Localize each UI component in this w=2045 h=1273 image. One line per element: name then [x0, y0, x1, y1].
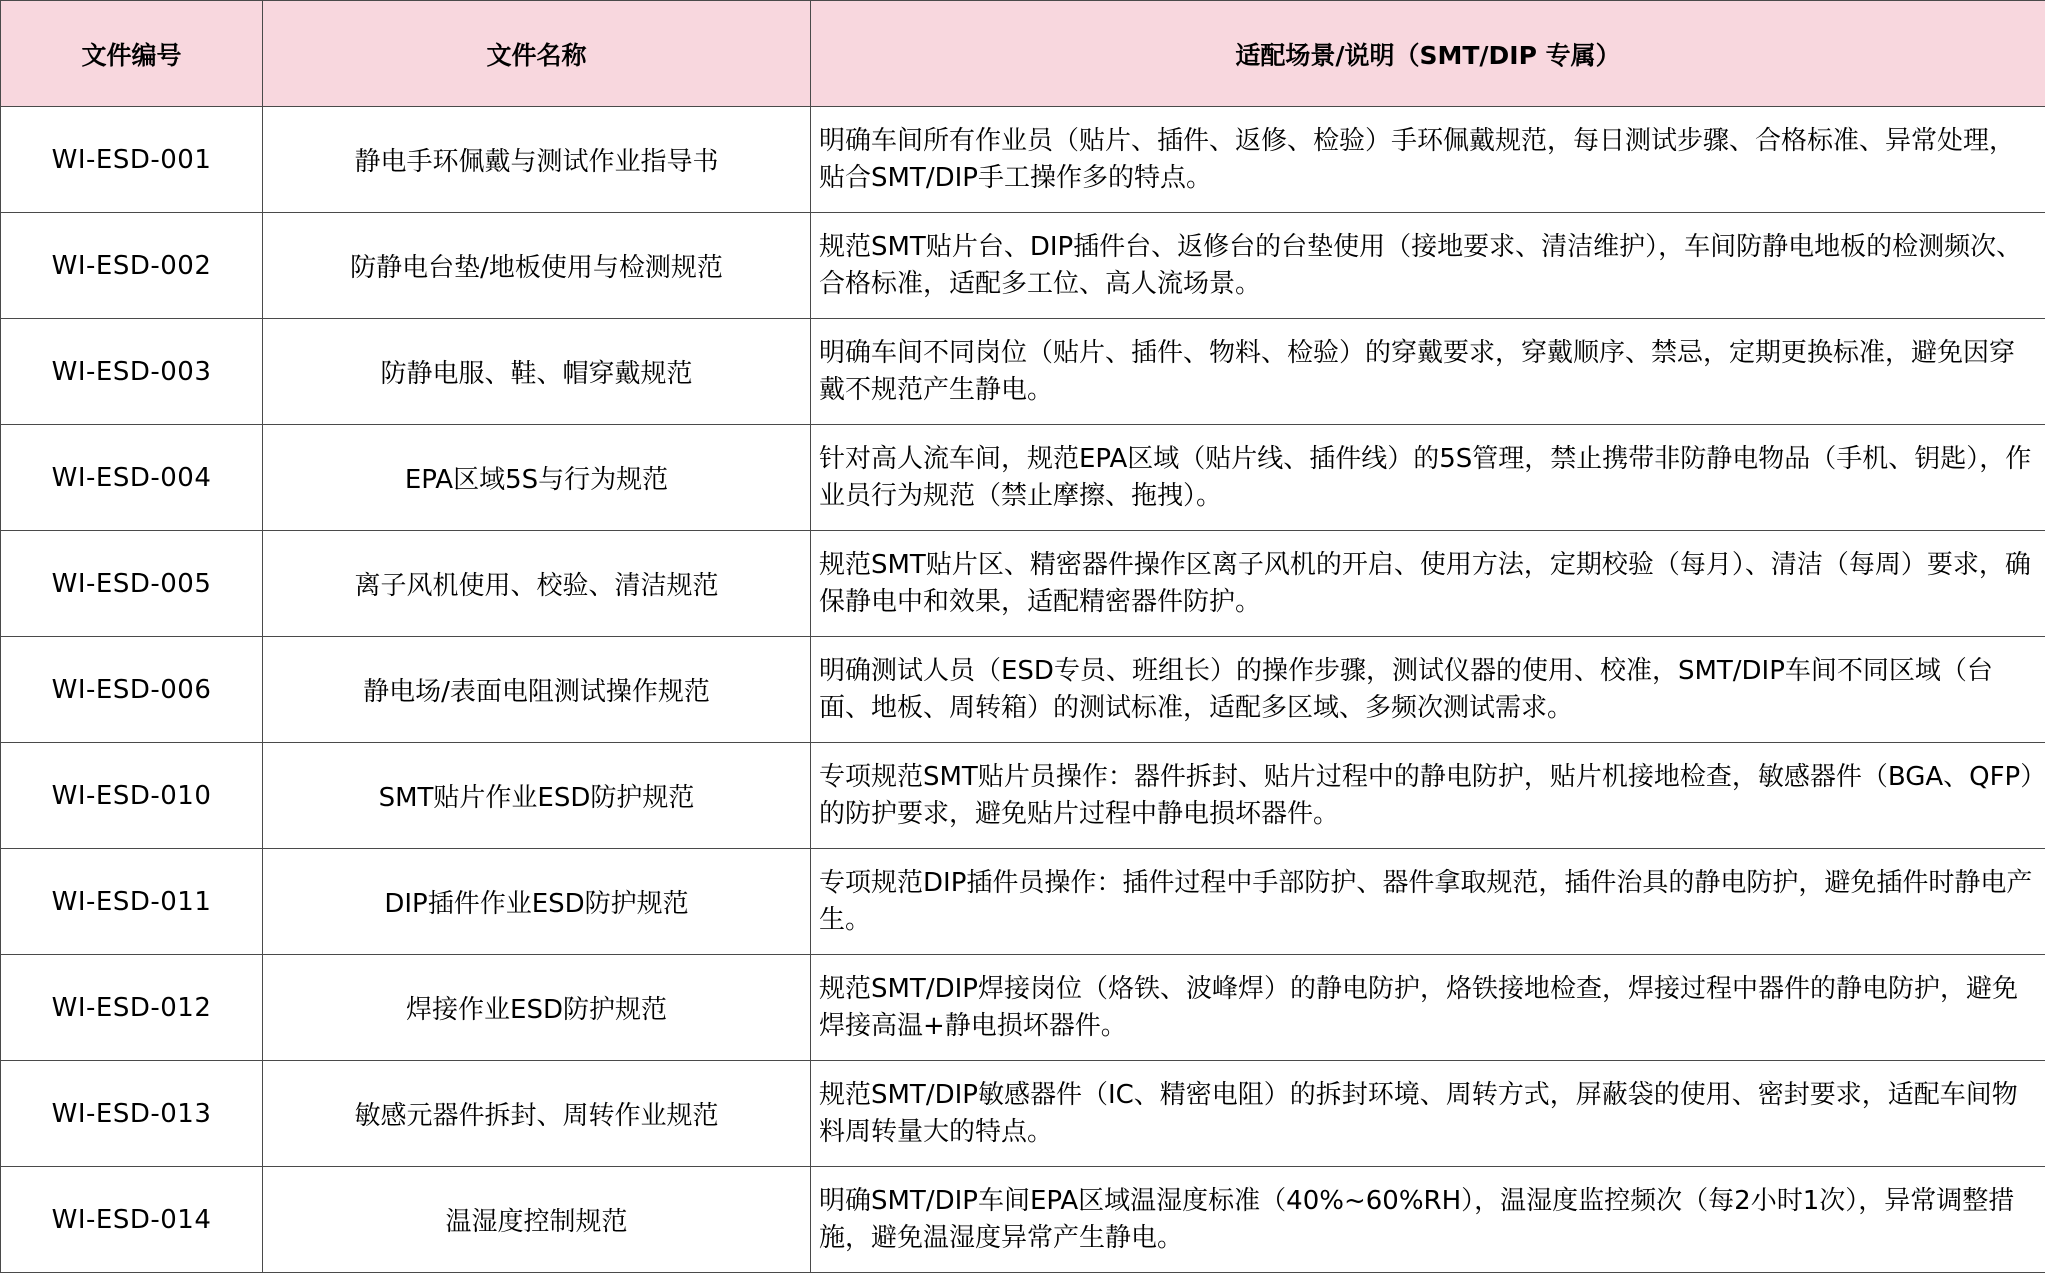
document-code-cell: WI-ESD-004 — [1, 425, 263, 531]
document-name-cell: 防静电台垫/地板使用与检测规范 — [263, 213, 811, 319]
table-header — [1, 1, 2045, 107]
header-row — [1, 1, 2045, 107]
table-row — [1, 1061, 2045, 1167]
table-row — [1, 849, 2045, 955]
document-name-cell: SMT贴片作业ESD防护规范 — [263, 743, 811, 849]
table-row — [1, 743, 2045, 849]
header-document-name: 文件名称 — [263, 1, 811, 107]
table-row — [1, 531, 2045, 637]
description-cell: 规范SMT贴片台、DIP插件台、返修台的台垫使用（接地要求、清洁维护），车间防静电地板的检测频次、合格标准，适配多工位、高人流场景。 — [811, 213, 2045, 319]
document-name-cell: 敏感元器件拆封、周转作业规范 — [263, 1061, 811, 1167]
description-cell: 专项规范DIP插件员操作：插件过程中手部防护、器件拿取规范，插件治具的静电防护，避免插件时静电产生。 — [811, 849, 2045, 955]
description-cell: 规范SMT/DIP敏感器件（IC、精密电阻）的拆封环境、周转方式，屏蔽袋的使用、密封要求，适配车间物料周转量大的特点。 — [811, 1061, 2045, 1167]
description-cell: 明确测试人员（ESD专员、班组长）的操作步骤，测试仪器的使用、校准，SMT/DIP车间不同区域（台面、地板、周转箱）的测试标准，适配多区域、多频次测试需求。 — [811, 637, 2045, 743]
document-code-cell: WI-ESD-011 — [1, 849, 263, 955]
table-row — [1, 637, 2045, 743]
description-cell: 规范SMT/DIP焊接岗位（烙铁、波峰焊）的静电防护，烙铁接地检查，焊接过程中器件的静电防护，避免焊接高温+静电损坏器件。 — [811, 955, 2045, 1061]
description-cell: 专项规范SMT贴片员操作：器件拆封、贴片过程中的静电防护，贴片机接地检查，敏感器件（BGA、QFP）的防护要求，避免贴片过程中静电损坏器件。 — [811, 743, 2045, 849]
description-cell: 明确车间所有作业员（贴片、插件、返修、检验）手环佩戴规范，每日测试步骤、合格标准、异常处理，贴合SMT/DIP手工操作多的特点。 — [811, 107, 2045, 213]
table-row — [1, 319, 2045, 425]
table-row — [1, 107, 2045, 213]
document-name-cell: 防静电服、鞋、帽穿戴规范 — [263, 319, 811, 425]
table-row — [1, 425, 2045, 531]
document-name-cell: 温湿度控制规范 — [263, 1167, 811, 1273]
document-name-cell: 静电手环佩戴与测试作业指导书 — [263, 107, 811, 213]
document-code-cell: WI-ESD-003 — [1, 319, 263, 425]
document-name-cell: 焊接作业ESD防护规范 — [263, 955, 811, 1061]
document-code-cell: WI-ESD-010 — [1, 743, 263, 849]
description-cell: 规范SMT贴片区、精密器件操作区离子风机的开启、使用方法，定期校验（每月）、清洁（每周）要求，确保静电中和效果，适配精密器件防护。 — [811, 531, 2045, 637]
document-name-cell: EPA区域5S与行为规范 — [263, 425, 811, 531]
table-body — [1, 107, 2045, 1273]
table-row — [1, 213, 2045, 319]
header-scenario-description: 适配场景/说明（SMT/DIP 专属） — [811, 1, 2045, 107]
document-name-cell: 离子风机使用、校验、清洁规范 — [263, 531, 811, 637]
document-name-cell: 静电场/表面电阻测试操作规范 — [263, 637, 811, 743]
document-code-cell: WI-ESD-001 — [1, 107, 263, 213]
document-code-cell: WI-ESD-005 — [1, 531, 263, 637]
description-cell: 针对高人流车间，规范EPA区域（贴片线、插件线）的5S管理，禁止携带非防静电物品（手机、钥匙），作业员行为规范（禁止摩擦、拖拽）。 — [811, 425, 2045, 531]
document-code-cell: WI-ESD-014 — [1, 1167, 263, 1273]
header-document-code: 文件编号 — [1, 1, 263, 107]
table-row — [1, 1167, 2045, 1273]
document-code-cell: WI-ESD-006 — [1, 637, 263, 743]
document-code-cell: WI-ESD-012 — [1, 955, 263, 1061]
document-code-cell: WI-ESD-002 — [1, 213, 263, 319]
document-name-cell: DIP插件作业ESD防护规范 — [263, 849, 811, 955]
document-code-cell: WI-ESD-013 — [1, 1061, 263, 1167]
description-cell: 明确SMT/DIP车间EPA区域温湿度标准（40%~60%RH），温湿度监控频次（每2小时1次），异常调整措施，避免温湿度异常产生静电。 — [811, 1167, 2045, 1273]
description-cell: 明确车间不同岗位（贴片、插件、物料、检验）的穿戴要求，穿戴顺序、禁忌，定期更换标准，避免因穿戴不规范产生静电。 — [811, 319, 2045, 425]
table-row — [1, 955, 2045, 1061]
